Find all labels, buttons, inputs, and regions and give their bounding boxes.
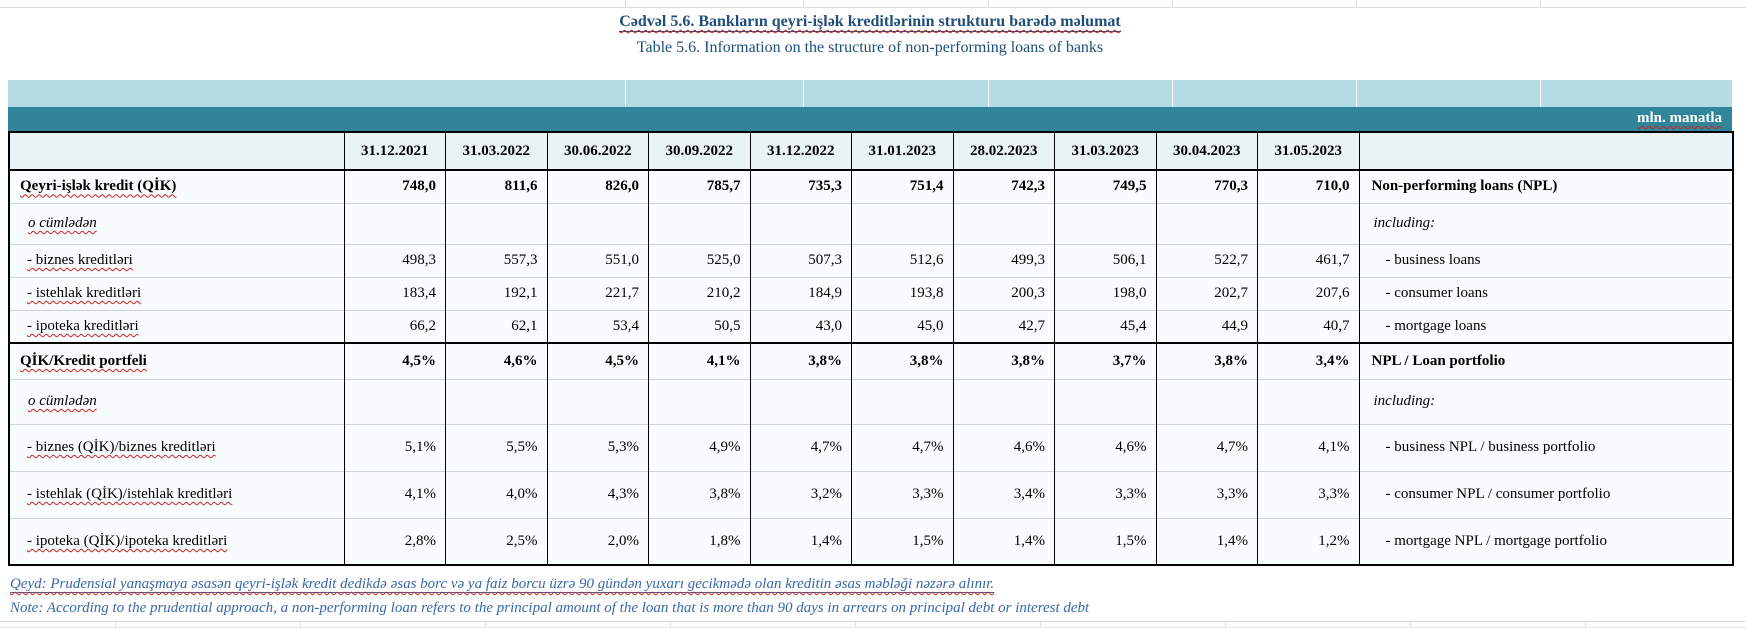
value-cell: 4,3% — [547, 471, 649, 518]
value-cell: 66,2 — [344, 310, 446, 343]
table-row — [9, 310, 1733, 343]
value-cell: 53,4 — [547, 310, 649, 343]
value-cell — [649, 379, 751, 424]
gridline — [625, 80, 626, 107]
value-cell: 748,0 — [344, 170, 446, 203]
empty-header-cell-right — [1359, 132, 1733, 170]
value-cell: 826,0 — [547, 170, 649, 203]
gridline — [1540, 80, 1541, 107]
table-row — [9, 244, 1733, 277]
value-cell: 198,0 — [1055, 277, 1157, 310]
row-label-az-text: o cümlədən — [28, 215, 97, 231]
value-cell — [344, 203, 446, 244]
value-cell: 1,8% — [649, 518, 751, 565]
gridline — [1040, 622, 1041, 627]
value-cell: 522,7 — [1156, 244, 1258, 277]
value-cell — [446, 379, 548, 424]
value-cell: 1,4% — [750, 518, 852, 565]
column-header-date: 30.04.2023 — [1156, 132, 1258, 170]
row-label-az-text: - istehlak (QİK)/istehlak kreditləri — [27, 486, 233, 502]
value-cell: 5,3% — [547, 424, 649, 471]
value-cell — [852, 379, 954, 424]
value-cell: 461,7 — [1258, 244, 1360, 277]
value-cell: 4,9% — [649, 424, 751, 471]
sheet-gridline-strip-bottom — [0, 621, 1746, 628]
gridline — [855, 622, 856, 627]
value-cell: 4,1% — [649, 343, 751, 379]
unit-band — [8, 107, 1732, 131]
column-header-date: 31.12.2021 — [344, 132, 446, 170]
value-cell: 710,0 — [1258, 170, 1360, 203]
row-label-az — [9, 170, 344, 203]
row-label-en: - consumer NPL / consumer portfolio — [1359, 471, 1733, 518]
value-cell: 770,3 — [1156, 170, 1258, 203]
table-title-en: Table 5.6. Information on the structure of non-performing loans of banks — [636, 39, 1104, 56]
value-cell: 525,0 — [649, 244, 751, 277]
value-cell: 4,5% — [344, 343, 446, 379]
gridline — [1410, 622, 1411, 627]
value-cell: 499,3 — [953, 244, 1055, 277]
row-label-en: - business NPL / business portfolio — [1359, 424, 1733, 471]
value-cell: 498,3 — [344, 244, 446, 277]
value-cell: 192,1 — [446, 277, 548, 310]
unit-label: mln. manatla — [1636, 110, 1722, 126]
row-label-az — [9, 203, 344, 244]
value-cell — [852, 203, 954, 244]
value-cell: 3,2% — [750, 471, 852, 518]
row-label-az-text: - biznes (QİK)/biznes kreditləri — [27, 439, 216, 455]
value-cell: 2,5% — [446, 518, 548, 565]
title-underline — [619, 13, 1120, 32]
value-cell: 183,4 — [344, 277, 446, 310]
value-cell: 1,4% — [953, 518, 1055, 565]
value-cell — [750, 379, 852, 424]
row-label-en: including: — [1359, 203, 1733, 244]
value-cell — [547, 379, 649, 424]
column-header-date: 30.09.2022 — [649, 132, 751, 170]
value-cell: 751,4 — [852, 170, 954, 203]
value-cell: 1,2% — [1258, 518, 1360, 565]
value-cell: 551,0 — [547, 244, 649, 277]
value-cell: 735,3 — [750, 170, 852, 203]
column-header-date: 28.02.2023 — [953, 132, 1055, 170]
value-cell: 193,8 — [852, 277, 954, 310]
gridline — [1172, 0, 1173, 7]
value-cell: 4,6% — [953, 424, 1055, 471]
gridline — [1356, 0, 1357, 7]
date-header-row — [9, 132, 1733, 170]
column-header-date: 31.01.2023 — [852, 132, 954, 170]
value-cell: 184,9 — [750, 277, 852, 310]
value-cell: 3,8% — [750, 343, 852, 379]
value-cell: 3,3% — [1258, 471, 1360, 518]
row-label-az — [9, 471, 344, 518]
value-cell — [750, 203, 852, 244]
value-cell: 4,6% — [1055, 424, 1157, 471]
row-label-en: - mortgage NPL / mortgage portfolio — [1359, 518, 1733, 565]
value-cell: 3,7% — [1055, 343, 1157, 379]
row-label-az — [9, 518, 344, 565]
row-label-az-text: o cümlədən — [28, 393, 97, 409]
value-cell: 1,5% — [852, 518, 954, 565]
value-cell: 3,8% — [953, 343, 1055, 379]
value-cell — [1258, 379, 1360, 424]
value-cell: 5,5% — [446, 424, 548, 471]
footnote-az — [10, 573, 1740, 597]
value-cell: 42,7 — [953, 310, 1055, 343]
row-label-az-text: - biznes kreditləri — [27, 252, 133, 268]
gridline — [988, 0, 989, 7]
gridline — [1225, 622, 1226, 627]
gridline — [485, 622, 486, 627]
value-cell: 4,7% — [750, 424, 852, 471]
column-header-date: 31.03.2022 — [446, 132, 548, 170]
value-cell — [344, 379, 446, 424]
value-cell: 210,2 — [649, 277, 751, 310]
value-cell: 506,1 — [1055, 244, 1157, 277]
value-cell — [1258, 203, 1360, 244]
row-label-az-text: - istehlak kreditləri — [27, 285, 142, 301]
value-cell: 2,8% — [344, 518, 446, 565]
row-label-az — [9, 244, 344, 277]
column-header-date: 30.06.2022 — [547, 132, 649, 170]
footnote-en: Note: According to the prudential approach, a non-performing loan refers to the principal amount of the loan that is more than 90 days in arrears on principal debt or interest debt — [10, 600, 1090, 616]
row-label-en: including: — [1359, 379, 1733, 424]
value-cell: 507,3 — [750, 244, 852, 277]
row-label-az-text: Qeyri-işlək kredit (QİK) — [20, 178, 177, 195]
table-row — [9, 277, 1733, 310]
value-cell: 3,4% — [953, 471, 1055, 518]
value-cell: 4,6% — [446, 343, 548, 379]
row-label-az — [9, 343, 344, 379]
sheet-gridline-strip-top — [0, 0, 1746, 8]
column-header-date: 31.03.2023 — [1055, 132, 1157, 170]
value-cell: 43,0 — [750, 310, 852, 343]
value-cell: 1,4% — [1156, 518, 1258, 565]
table-row — [9, 471, 1733, 518]
value-cell: 40,7 — [1258, 310, 1360, 343]
table-title-az — [8, 9, 1732, 35]
row-label-en: - consumer loans — [1359, 277, 1733, 310]
gridline — [803, 80, 804, 107]
value-cell — [547, 203, 649, 244]
value-cell: 5,1% — [344, 424, 446, 471]
value-cell: 512,6 — [852, 244, 954, 277]
row-label-az-text: - ipoteka (QİK)/ipoteka kreditləri — [27, 532, 228, 549]
value-cell: 62,1 — [446, 310, 548, 343]
row-label-az-text: QİK/Kredit portfeli — [20, 352, 147, 369]
table-title-az-text: Cədvəl 5.6. Bankların qeyri-işlək kreditlərinin strukturu barədə məlumat — [619, 13, 1121, 30]
row-label-az-text: - ipoteka kreditləri — [27, 317, 139, 334]
row-label-az — [9, 379, 344, 424]
row-label-en: NPL / Loan portfolio — [1359, 343, 1733, 379]
value-cell: 200,3 — [953, 277, 1055, 310]
empty-header-cell-left — [9, 132, 344, 170]
value-cell — [1055, 203, 1157, 244]
value-cell — [1055, 379, 1157, 424]
value-cell — [953, 379, 1055, 424]
row-label-en: - mortgage loans — [1359, 310, 1733, 343]
row-label-az — [9, 424, 344, 471]
table-row — [9, 379, 1733, 424]
gridline — [1356, 80, 1357, 107]
value-cell: 3,8% — [649, 471, 751, 518]
row-label-az — [9, 277, 344, 310]
table-row — [9, 343, 1733, 379]
value-cell: 3,4% — [1258, 343, 1360, 379]
row-label-az — [9, 310, 344, 343]
value-cell: 4,7% — [852, 424, 954, 471]
value-cell: 3,3% — [852, 471, 954, 518]
value-cell: 4,0% — [446, 471, 548, 518]
gridline — [1585, 622, 1586, 627]
value-cell: 45,4 — [1055, 310, 1157, 343]
value-cell: 3,8% — [852, 343, 954, 379]
value-cell: 2,0% — [547, 518, 649, 565]
value-cell: 45,0 — [852, 310, 954, 343]
table-row — [9, 424, 1733, 471]
value-cell: 557,3 — [446, 244, 548, 277]
table-row — [9, 170, 1733, 203]
value-cell — [649, 203, 751, 244]
value-cell: 207,6 — [1258, 277, 1360, 310]
row-label-en: Non-performing loans (NPL) — [1359, 170, 1733, 203]
value-cell: 785,7 — [649, 170, 751, 203]
value-cell: 50,5 — [649, 310, 751, 343]
gridline — [1540, 0, 1541, 7]
gridline — [115, 622, 116, 627]
value-cell — [1156, 203, 1258, 244]
gridline — [1172, 80, 1173, 107]
gridline — [625, 0, 626, 7]
table-row — [9, 203, 1733, 244]
footnote-az-text: Qeyd: Prudensial yanaşmaya əsasən qeyri-işlək kredit dedikdə əsas borc və ya faiz borcu üzrə 90 gündən yuxarı gecikmədə olan kreditin əsas məbləği nəzərə alınır. — [10, 576, 995, 592]
gridline — [988, 80, 989, 107]
value-cell — [1156, 379, 1258, 424]
value-cell — [446, 203, 548, 244]
row-label-en: - business loans — [1359, 244, 1733, 277]
value-cell: 4,5% — [547, 343, 649, 379]
value-cell: 3,3% — [1156, 471, 1258, 518]
value-cell: 221,7 — [547, 277, 649, 310]
value-cell: 4,1% — [344, 471, 446, 518]
decorative-band-light — [8, 80, 1732, 107]
value-cell: 1,5% — [1055, 518, 1157, 565]
column-header-date: 31.05.2023 — [1258, 132, 1360, 170]
value-cell: 3,8% — [1156, 343, 1258, 379]
column-header-date: 31.12.2022 — [750, 132, 852, 170]
table-row — [9, 518, 1733, 565]
gridline — [803, 0, 804, 7]
value-cell: 202,7 — [1156, 277, 1258, 310]
gridline — [300, 622, 301, 627]
value-cell: 811,6 — [446, 170, 548, 203]
value-cell — [953, 203, 1055, 244]
value-cell: 4,7% — [1156, 424, 1258, 471]
value-cell: 44,9 — [1156, 310, 1258, 343]
gridline — [670, 622, 671, 627]
footnote-underline — [10, 576, 994, 593]
value-cell: 742,3 — [953, 170, 1055, 203]
value-cell: 4,1% — [1258, 424, 1360, 471]
value-cell: 3,3% — [1055, 471, 1157, 518]
npl-structure-table — [8, 131, 1734, 566]
value-cell: 749,5 — [1055, 170, 1157, 203]
